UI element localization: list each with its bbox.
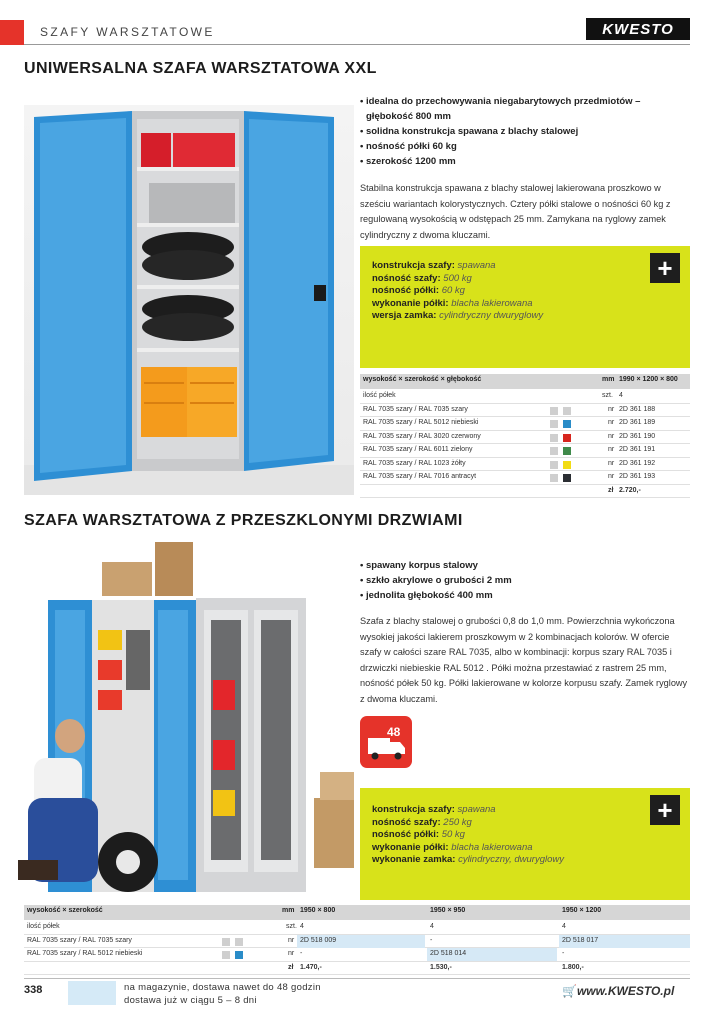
plus-icon: + <box>650 795 680 825</box>
delivery-truck-icon <box>360 716 412 768</box>
bullet-item: • solidna konstrukcja spawana z blachy stalowej <box>360 126 579 137</box>
color-swatch <box>235 938 243 946</box>
color-swatch <box>563 420 571 428</box>
spec-item: konstrukcja szafy: spawana <box>372 804 496 815</box>
website-link[interactable]: 🛒www.KWESTO.pl <box>562 984 675 998</box>
cart-icon: 🛒 <box>562 984 577 998</box>
table-header: wysokość × szerokość × głębokość mm 1990 × 1200 × 800 <box>360 374 690 389</box>
table-row: ilość półek szt. 4 4 4 <box>24 921 690 935</box>
product2-bullets <box>360 558 690 603</box>
spec-item: wykonanie zamka: cylindryczny, dwuryglowy <box>372 854 565 865</box>
spec-item: nośność szafy: 500 kg <box>372 272 472 284</box>
table-row: RAL 7035 szary / RAL 5012 niebieski nr - 2D 518 014 - <box>24 948 690 962</box>
bullet-item: • jednolita głębokość 400 mm <box>360 590 493 601</box>
table-row: RAL 7035 szary / RAL 6011 zielony nr 2D 361 191 <box>360 444 690 458</box>
color-swatch <box>550 407 558 415</box>
product1-spec-box <box>360 246 690 368</box>
color-swatch <box>563 474 571 482</box>
color-swatch <box>550 434 558 442</box>
table-price-row: zł 1.470,- 1.530,- 1.800,- <box>24 962 690 976</box>
plus-icon: + <box>650 253 680 283</box>
color-swatch <box>222 951 230 959</box>
brand-logo: KWESTO <box>586 18 690 40</box>
product1-image <box>24 105 354 495</box>
color-swatch <box>563 434 571 442</box>
table-row: RAL 7035 szary / RAL 1023 żółty nr 2D 361 192 <box>360 458 690 472</box>
badge-hours: 48 <box>387 725 401 739</box>
header-divider <box>24 44 690 45</box>
spec-item: nośność półki: 60 kg <box>372 285 465 296</box>
table-row: RAL 7035 szary / RAL 7016 antracyt nr 2D 361 193 <box>360 471 690 485</box>
color-swatch <box>563 461 571 469</box>
section-title: SZAFY WARSZTATOWE <box>40 25 215 39</box>
table-row: RAL 7035 szary / RAL 7035 szary nr 2D 361 188 <box>360 404 690 418</box>
color-swatch <box>235 951 243 959</box>
table-row: RAL 7035 szary / RAL 3020 czerwony nr 2D 361 190 <box>360 431 690 445</box>
product2-description: Szafa z blachy stalowej o grubości 0,8 do 1,0 mm. Powierzchnia wykończona wysokiej jakości lakierem proszkowym w 2 kombinacjach kolorów. W ofercie szafy w całości szare RAL 7035, albo w kombinacji: korpus szary RAL 7035 i drzwiczki niebieskie RAL 5012 . Półki można przestawiać z rastrem 25 mm, nośność półek 50 kg. Półki lakierowane w kolorze korpusu szafy. Zamek ryglowy z dwoma kluczami. <box>360 616 688 704</box>
spec-item: nośność szafy: 250 kg <box>372 816 472 828</box>
bullet-item: • spawany korpus stalowy <box>360 560 478 571</box>
spec-list <box>372 804 564 867</box>
spec-item: nośność półki: 50 kg <box>372 829 465 840</box>
spec-item: wykonanie półki: blacha lakierowana <box>372 841 533 853</box>
bullet-item: • szkło akrylowe o grubości 2 mm <box>360 575 512 586</box>
availability-color-key <box>68 981 116 1005</box>
cabinet-xxl-illustration <box>24 105 354 495</box>
product1-table <box>360 374 690 499</box>
bullet-item: • szerokość 1200 mm <box>360 156 456 167</box>
color-swatch <box>222 938 230 946</box>
spec-item: wykonanie półki: blacha lakierowana <box>372 297 533 309</box>
spec-item: wersja zamka: cylindryczny dwuryglowy <box>372 310 544 321</box>
product1-description: Stabilna konstrukcja spawana z blachy stalowej lakierowana proszkowo w sześciu wariantach kolorystycznych. Cztery półki stalowe o nośności 60 kg z regulowaną wysokością w odstępach 25 mm. Zamykana na ryglowy zamek cylindryczny z dwoma kluczami. <box>360 183 671 240</box>
bullet-item: • nośność półki 60 kg <box>360 141 457 152</box>
glass-door-cabinet-illustration <box>0 540 354 900</box>
table-row: RAL 7035 szary / RAL 5012 niebieski nr 2D 361 189 <box>360 417 690 431</box>
section-color-tab <box>0 20 24 45</box>
delivery-line-order: dostawa już w ciągu 5 – 8 dni <box>124 994 257 1006</box>
delivery-line-stock: na magazynie, dostawa nawet do 48 godzin <box>124 982 321 993</box>
color-swatch <box>550 461 558 469</box>
product2-spec-box <box>360 788 690 900</box>
color-swatch <box>550 447 558 455</box>
page-number: 338 <box>24 984 43 996</box>
product2-title: SZAFA WARSZTATOWA Z PRZESZKLONYMI DRZWIAMI <box>24 512 463 529</box>
delivery-48h-badge <box>360 716 412 768</box>
delivery-info <box>124 982 321 1007</box>
color-swatch <box>550 474 558 482</box>
color-swatch <box>563 407 571 415</box>
color-swatch <box>563 447 571 455</box>
spec-list <box>372 260 543 323</box>
table-price-row: zł 2.720,- <box>360 485 690 499</box>
product1-bullets <box>360 94 690 169</box>
product1-title: UNIWERSALNA SZAFA WARSZTATOWA XXL <box>24 60 377 77</box>
spec-item: konstrukcja szafy: spawana <box>372 260 496 271</box>
product2-image <box>0 540 354 900</box>
product2-table <box>24 905 690 975</box>
bullet-item: • idealna do przechowywania niegabarytowych przedmiotów – głębokość 800 mm <box>360 96 641 122</box>
color-swatch <box>550 420 558 428</box>
footer-divider <box>24 978 690 979</box>
table-row: RAL 7035 szary / RAL 7035 szary nr 2D 518 009 - 2D 518 017 <box>24 935 690 949</box>
table-header: wysokość × szerokość mm 1950 × 800 1950 × 950 1950 × 1200 <box>24 905 690 920</box>
table-row: ilość półek szt. 4 <box>360 390 690 404</box>
